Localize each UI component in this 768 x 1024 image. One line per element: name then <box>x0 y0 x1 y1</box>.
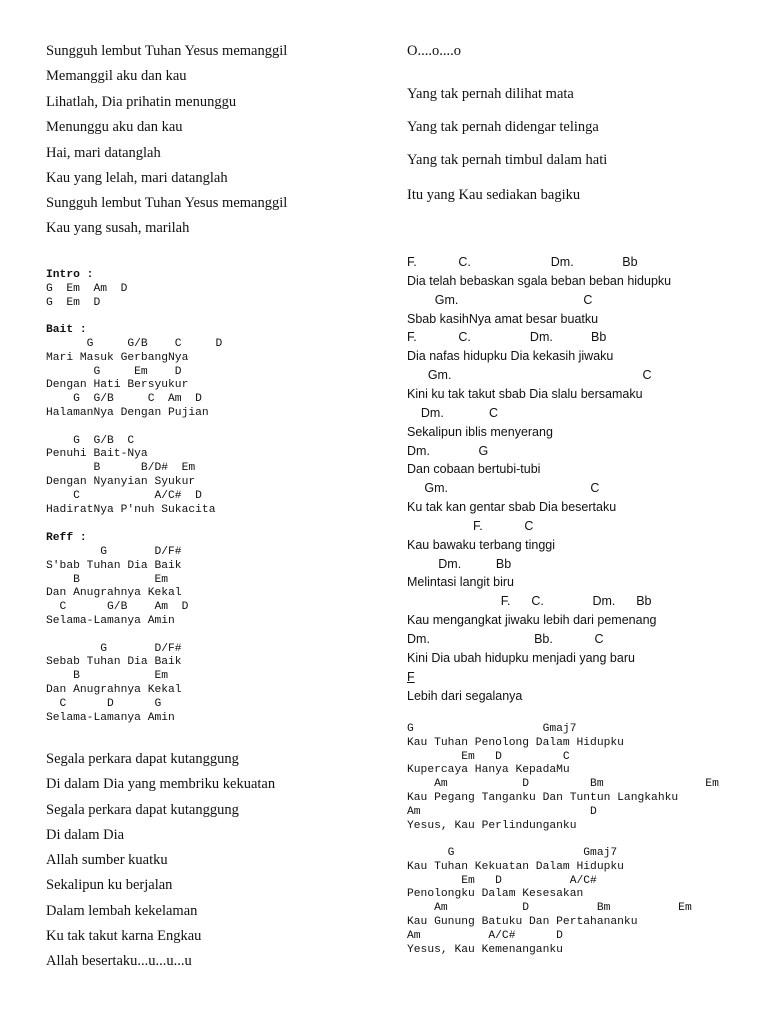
chord-lyric-line: F. C. Dm. Bb <box>407 255 638 269</box>
bait-heading: Bait : <box>46 324 87 336</box>
chord-lyric-line: C G/B Am D <box>46 601 189 614</box>
chord-lyric-line: G D/F# <box>46 642 182 655</box>
lyric-line: O....o....o <box>407 43 461 59</box>
chord-lyric-line: HalamanNya Dengan Pujian <box>46 407 209 419</box>
chord-lyric-line: Dengan Nyanyian Syukur <box>46 476 196 488</box>
chord-lyric-line: Am D Bm Em <box>407 778 719 791</box>
lyric-line: Yang tak pernah timbul dalam hati <box>407 152 608 168</box>
chord-lyric-line: HadiratNya P'nuh Sukacita <box>46 503 216 516</box>
chord-lyric-line: F. C. Dm. Bb <box>407 594 652 609</box>
lyric-line: Sungguh lembut Tuhan Yesus memanggil <box>46 195 288 211</box>
chord-lyric-line: G D/F# <box>46 546 182 558</box>
chord-lyric-line: Dm. C <box>407 405 498 420</box>
chord-lyric-line: Yesus, Kau Perlindunganku <box>407 819 577 832</box>
chord-lyric-line: S'bab Tuhan Dia Baik <box>46 559 182 572</box>
chord-lyric-line: Kau Pegang Tanganku Dan Tuntun Langkahku <box>407 792 679 804</box>
intro-heading: Intro : <box>46 269 94 281</box>
lyric-line: Ku tak takut karna Engkau <box>46 928 202 944</box>
chord-lyric-line: G Gmaj7 <box>407 723 577 735</box>
chord-lyric-line: C A/C# D <box>46 489 202 502</box>
chord-lyric-line: Melintasi langit biru <box>407 575 514 590</box>
chord-lyric-line: G G/B C <box>46 434 135 447</box>
lyric-line: Allah sumber kuatku <box>46 852 168 868</box>
chord-lyric-line: Dm. Bb <box>407 556 512 571</box>
chord-line: G Em Am D <box>46 283 128 295</box>
chord-lyric-line: Kupercaya Hanya KepadaMu <box>407 764 570 777</box>
lyric-line: Yang tak pernah didengar telinga <box>407 119 599 135</box>
chord-lyric-line: B Em <box>46 573 169 586</box>
chord-lyric-line: Kau mengangkat jiwaku lebih dari pemenang <box>407 613 657 628</box>
chord-lyric-line: G Em D <box>46 365 182 378</box>
chord-lyric-line: Dan Anugrahnya Kekal <box>46 587 182 600</box>
chord-lyric-line: B Em <box>46 670 169 683</box>
chord-lyric-line: Dengan Hati Bersyukur <box>46 379 189 392</box>
chord-lyric-line: Yesus, Kau Kemenanganku <box>407 943 563 956</box>
chord-lyric-line: Am A/C# D <box>407 929 563 942</box>
chord-lyric-line: Ku tak kan gentar sbab Dia besertaku <box>407 500 617 515</box>
chord-lyric-line: B B/D# Em <box>46 462 196 475</box>
lyric-line: Dalam lembah kekelaman <box>46 903 198 919</box>
lyric-line: Sekalipun ku berjalan <box>46 877 173 893</box>
chord-lyric-line: Kau Gunung Batuku Dan Pertahananku <box>407 916 638 928</box>
lyric-line: Kau yang susah, marilah <box>46 220 190 236</box>
lyric-line: Lihatlah, Dia prihatin menunggu <box>46 94 237 110</box>
chord-lyric-line: Gm. C <box>407 481 600 496</box>
chord-lyric-line: Sebab Tuhan Dia Baik <box>46 656 182 669</box>
chord-lyric-line: Dan cobaan bertubi-tubi <box>407 462 541 477</box>
reff-heading: Reff : <box>46 532 87 544</box>
lyric-line: Hai, mari datanglah <box>46 145 161 161</box>
chord-lyric-line: Kau Tuhan Kekuatan Dalam Hidupku <box>407 860 624 873</box>
chord-lyric-line: Gm. C <box>407 368 652 383</box>
lyric-line: Menunggu aku dan kau <box>46 119 183 135</box>
chord-lyric-line: Lebih dari segalanya <box>407 688 523 703</box>
chord-lyric-line: Penolongku Dalam Kesesakan <box>407 888 584 901</box>
chord-lyric-line: Kini Dia ubah hidupku menjadi yang baru <box>407 650 635 665</box>
chord-line: G Em D <box>46 296 101 309</box>
lyric-line: Allah besertaku...u...u...u <box>46 953 192 969</box>
chord-lyric-line: Em D A/C# <box>407 874 597 887</box>
chord-lyric-line: Am D <box>407 805 597 818</box>
chord-lyric-line: Mari Masuk GerbangNya <box>46 351 189 364</box>
chord-lyric-line: C D G <box>46 697 162 710</box>
chord-lyric-line: Dia nafas hidupku Dia kekasih jiwaku <box>407 349 614 364</box>
lyric-line: Segala perkara dapat kutanggung <box>46 751 239 767</box>
chord-lyric-line: Sbab kasihNya amat besar buatku <box>407 311 599 326</box>
chord-lyric-line: G G/B C D <box>46 338 223 350</box>
lyric-line: Yang tak pernah dilihat mata <box>407 86 574 102</box>
chord-lyric-line: Sekalipun iblis menyerang <box>407 424 553 439</box>
chord-lyric-line: Kini ku tak takut sbab Dia slalu bersamaku <box>407 386 643 401</box>
lyric-line: Memanggil aku dan kau <box>46 68 187 84</box>
chord-lyric-line: F. C <box>407 518 534 533</box>
chord-lyric-line: G G/B C Am D <box>46 393 202 406</box>
chord-lyric-line: Am D Bm Em <box>407 902 692 915</box>
lyric-line: Segala perkara dapat kutanggung <box>46 802 239 818</box>
chord-lyric-line: Dia telah bebaskan sgala beban beban hidupku <box>407 273 672 288</box>
chord-lyric-line: Dan Anugrahnya Kekal <box>46 684 182 696</box>
chord-lyric-line: Selama-Lamanya Amin <box>46 711 175 724</box>
chord-lyric-line: Kau Tuhan Penolong Dalam Hidupku <box>407 736 624 749</box>
chord-lyric-line: Selama-Lamanya Amin <box>46 615 175 627</box>
chord-lyric-line: F. C. Dm. Bb <box>407 330 607 345</box>
chord-lyric-line: Gm. C <box>407 292 593 307</box>
chord-lyric-line: Penuhi Bait-Nya <box>46 448 148 461</box>
lyric-line: Itu yang Kau sediakan bagiku <box>407 187 581 203</box>
chord-lyric-line: G Gmaj7 <box>407 847 618 859</box>
chord-lyric-line: Dm. Bb. C <box>407 632 604 646</box>
chord-lyric-line: Dm. G <box>407 443 489 458</box>
lyric-line: Di dalam Dia <box>46 827 125 843</box>
lyric-line: Di dalam Dia yang membriku kekuatan <box>46 776 276 792</box>
lyric-line: Sungguh lembut Tuhan Yesus memanggil <box>46 43 288 59</box>
chord-lyric-line: Kau bawaku terbang tinggi <box>407 537 556 552</box>
lyric-line: Kau yang lelah, mari datanglah <box>46 170 228 186</box>
chord-underlined: F <box>407 669 415 684</box>
chord-lyric-line: Em D C <box>407 750 570 763</box>
